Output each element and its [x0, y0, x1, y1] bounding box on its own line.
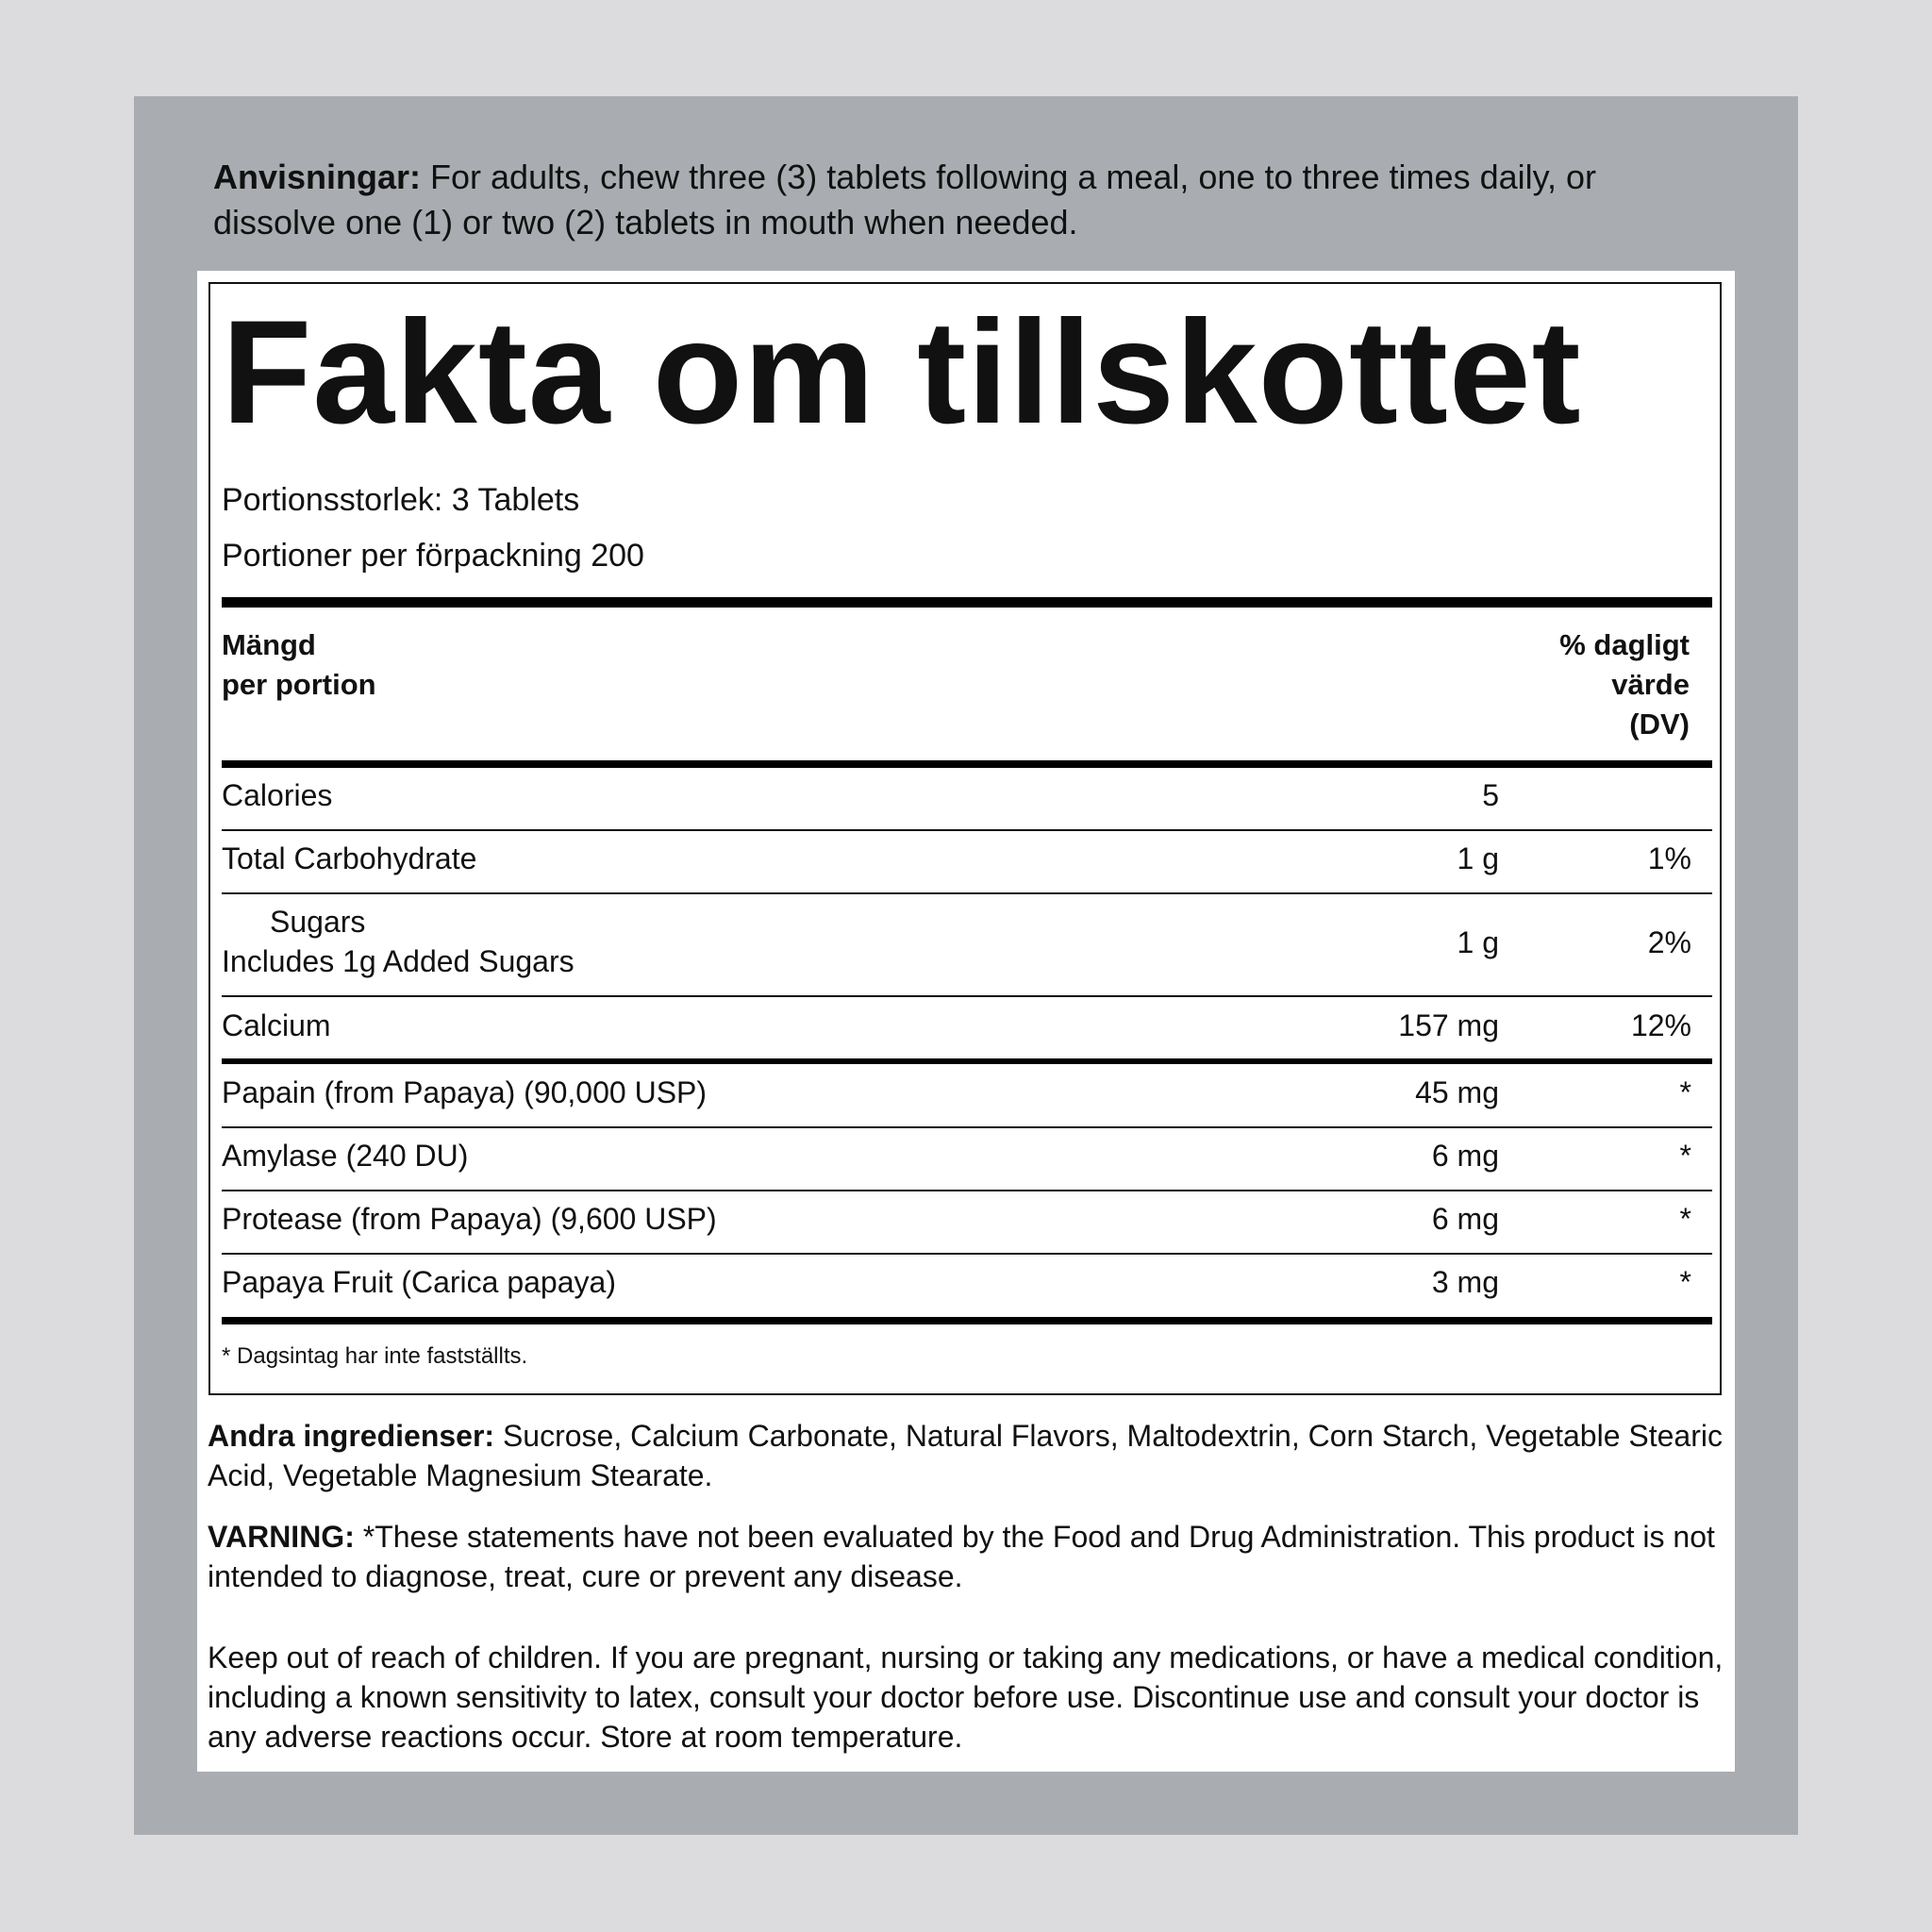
nutrient-dv: * — [1679, 1139, 1691, 1173]
nutrient-dv: 1% — [1647, 841, 1691, 875]
directions-text — [213, 155, 1723, 245]
row-divider — [222, 1126, 1712, 1128]
nutrient-amount: 3 mg — [1431, 1265, 1499, 1299]
section-divider — [222, 1058, 1712, 1064]
nutrient-amount: 6 mg — [1431, 1139, 1499, 1173]
other-ingredients-body: Sucrose, Calcium Carbonate, Natural Flavors, Maltodextrin, Corn Starch, Vegetable Stearic Acid, Vegetable Magnesium Stearate. — [208, 1419, 1723, 1492]
directions-body: For adults, chew three (3) tablets following a meal, one to three times daily, or dissolve one (1) or two (2) tablets in mouth when needed. — [213, 158, 1596, 242]
nutrient-row — [222, 902, 1712, 981]
nutrient-amount: 45 mg — [1415, 1075, 1499, 1109]
nutrient-dv: * — [1679, 1075, 1691, 1109]
header-divider — [222, 760, 1712, 768]
serving-size: Portionsstorlek: 3 Tablets — [222, 482, 580, 518]
row-divider — [222, 1190, 1712, 1191]
row-divider — [222, 892, 1712, 894]
nutrient-name: Amylase (240 DU) — [222, 1139, 469, 1173]
nutrient-dv: * — [1679, 1265, 1691, 1299]
amount-header-line1: Mängd — [222, 628, 316, 661]
dv-header-line2: värde — [1611, 668, 1690, 701]
nutrient-amount: 6 mg — [1431, 1202, 1499, 1236]
warning-body: *These statements have not been evaluated by the Food and Drug Administration. This product is not intended to diagnose, treat, cure or prevent any disease. — [208, 1520, 1715, 1593]
other-ingredients — [208, 1416, 1726, 1495]
row-divider — [222, 1253, 1712, 1255]
row-divider — [222, 995, 1712, 997]
directions-label: Anvisningar: — [213, 158, 422, 196]
warning-label: VARNING: — [208, 1520, 355, 1554]
nutrient-dv: 12% — [1630, 1008, 1691, 1042]
bottom-thick-divider — [222, 1317, 1712, 1324]
nutrient-name: Calcium — [222, 1008, 331, 1042]
thick-divider — [222, 597, 1712, 608]
other-ingredients-label: Andra ingredienser: — [208, 1419, 495, 1453]
nutrient-amount: 5 — [1482, 778, 1499, 812]
dv-header-line3: (DV) — [1629, 708, 1690, 741]
nutrient-name: Papain (from Papaya) (90,000 USP) — [222, 1075, 708, 1109]
dv-header — [1559, 625, 1690, 744]
row-divider — [222, 829, 1712, 831]
nutrient-name: Protease (from Papaya) (9,600 USP) — [222, 1202, 717, 1236]
nutrient-amount: 1 g — [1457, 925, 1499, 959]
nutrient-amount: 1 g — [1457, 841, 1499, 875]
nutrient-dv: * — [1679, 1202, 1691, 1236]
nutrient-name: Papaya Fruit (Carica papaya) — [222, 1265, 616, 1299]
supplement-facts-box — [208, 282, 1722, 1395]
amount-header-line2: per portion — [222, 668, 376, 701]
servings-per-container: Portioner per förpackning 200 — [222, 538, 644, 574]
nutrient-amount: 157 mg — [1398, 1008, 1499, 1042]
facts-title: Fakta om tillskottet — [222, 291, 1582, 455]
nutrient-name: Sugars — [270, 905, 366, 939]
nutrient-dv: 2% — [1647, 925, 1691, 959]
nutrient-name: Total Carbohydrate — [222, 841, 477, 875]
nutrient-subtext: Includes 1g Added Sugars — [222, 944, 575, 978]
dv-footnote: * Dagsintag har inte fastställts. — [222, 1343, 528, 1369]
warning — [208, 1517, 1726, 1596]
dv-header-line1: % dagligt — [1559, 628, 1690, 661]
nutrient-name: Calories — [222, 778, 333, 812]
amount-header — [222, 625, 376, 705]
caution-text: Keep out of reach of children. If you are pregnant, nursing or taking any medications, or have a medical condition, including a known sensitivity to latex, consult your doctor before use. Discontinue use and consult your doctor is any adverse reactions occur. Store at room temperature. — [208, 1641, 1724, 1754]
